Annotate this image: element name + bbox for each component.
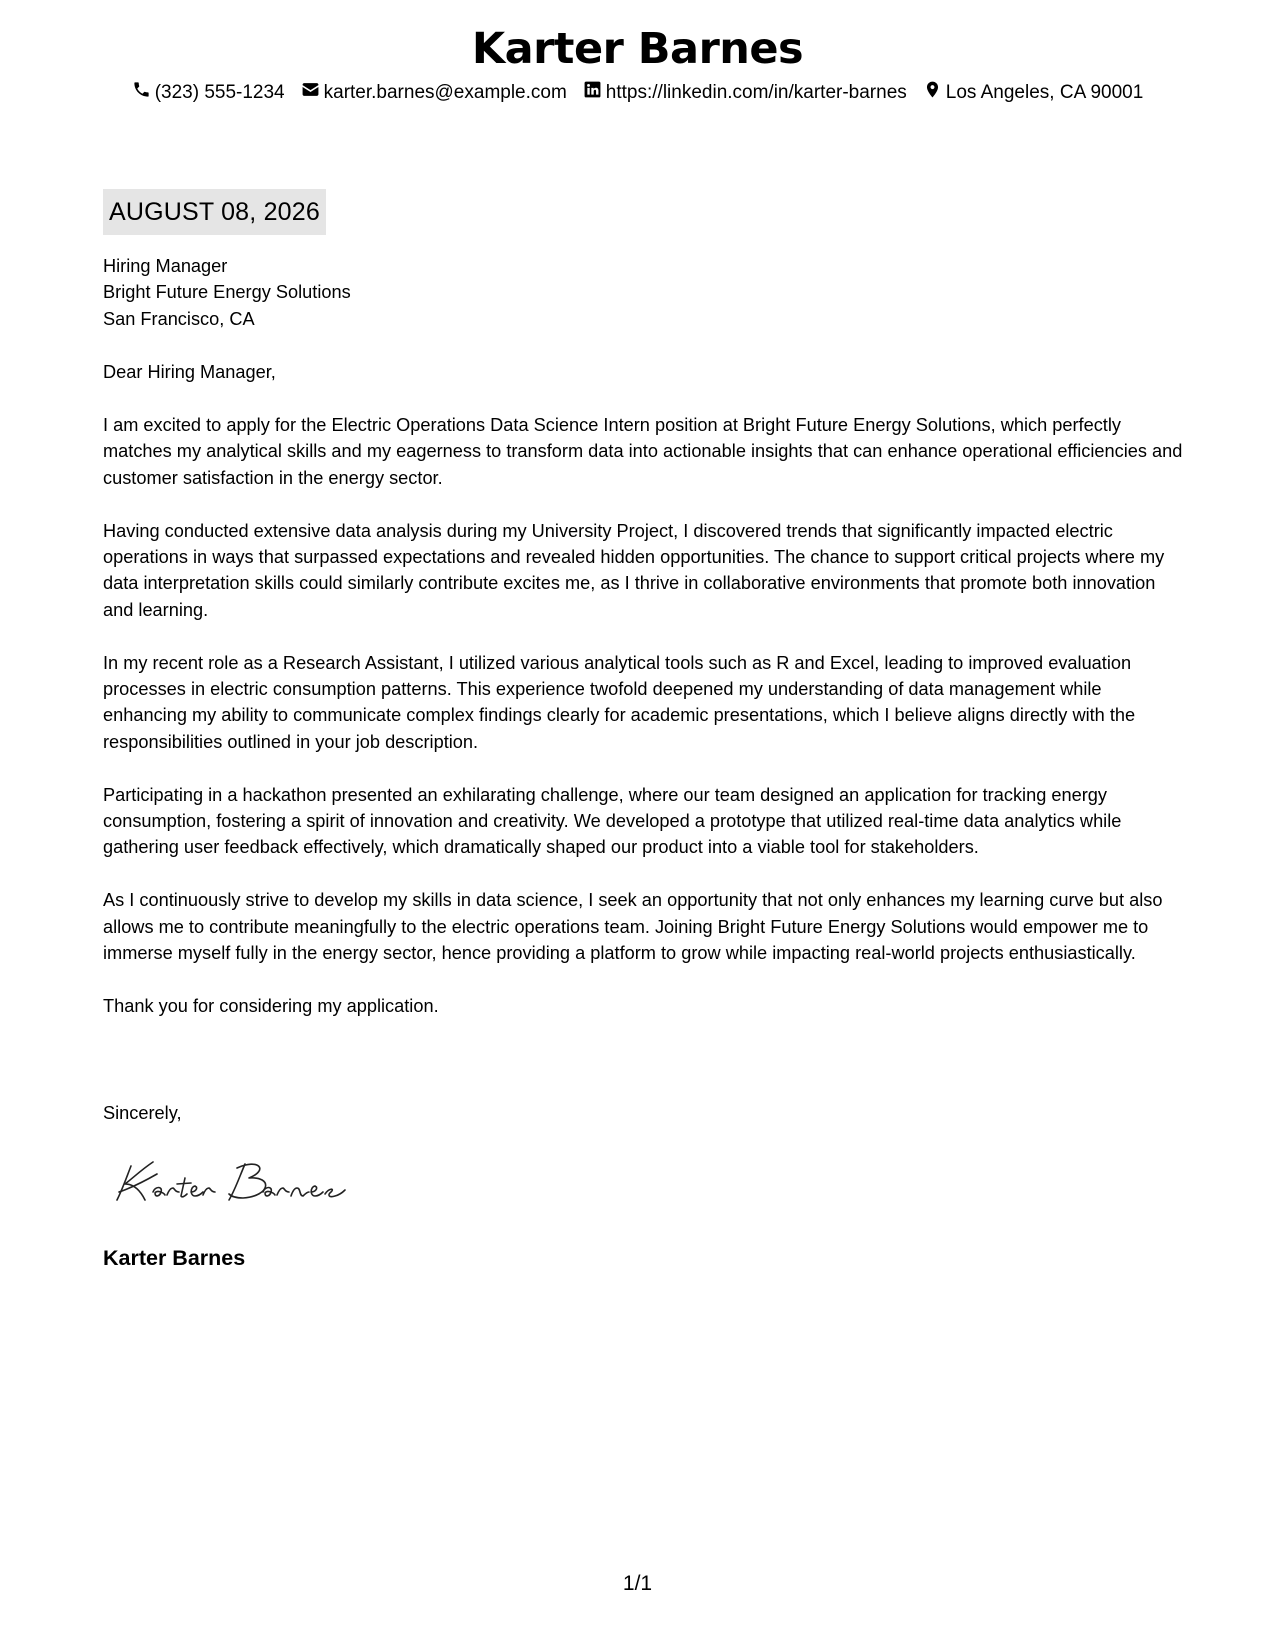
letter-body	[103, 253, 1185, 1019]
paragraph-5: As I continuously strive to develop my skills in data science, I seek an opportunity that not only enhances my learning curve but also allows me to contribute meaningfully to the electric operations team. Joining Bright Future Energy Solutions would empower me to immerse myself fully in the energy sector, hence providing a platform to grow while impacting real-world projects enthusiastically.	[103, 890, 1163, 964]
recipient-title: Hiring Manager	[103, 256, 228, 276]
linkedin-icon	[583, 80, 602, 106]
linkedin-link[interactable]: https://linkedin.com/in/karter-barnes	[605, 82, 907, 103]
contact-bar	[0, 80, 1275, 106]
location-text: Los Angeles, CA 90001	[945, 82, 1144, 103]
contact-linkedin[interactable]	[583, 80, 907, 106]
phone-icon	[132, 80, 151, 106]
recipient-location: San Francisco, CA	[103, 308, 255, 329]
recipient-block	[103, 253, 1185, 332]
letter-date: AUGUST 08, 2026	[103, 189, 326, 235]
applicant-name: Karter Barnes	[471, 24, 804, 74]
paragraph-4: Participating in a hackathon presented an exhilarating challenge, where our team designed an application for tracking energy consumption, fostering a spirit of innovation and creativity. We developed a prototype that utilized real-time data analytics while gathering user feedback effectively, which dramatically shaped our product into a viable tool for stakeholders.	[103, 784, 1122, 858]
contact-email[interactable]	[301, 80, 567, 106]
contact-location	[923, 80, 1144, 106]
contact-phone	[132, 80, 285, 106]
page-number: 1/1	[622, 1572, 653, 1595]
paragraph-2: Having conducted extensive data analysis during my University Project, I discovered trends that significantly impacted electric operations in ways that surpassed expectations and revealed hidden opportunities. The chance to support critical projects where my data interpretation skills could similarly contribute excites me, as I thrive in collaborative environments that promote both innovation and learning.	[103, 520, 1165, 620]
recipient-company: Bright Future Energy Solutions	[103, 282, 351, 303]
email-link[interactable]: karter.barnes@example.com	[323, 82, 567, 103]
map-marker-icon	[923, 80, 942, 106]
closing-line: Sincerely,	[103, 1103, 182, 1123]
greeting: Dear Hiring Manager,	[103, 362, 276, 383]
handwritten-signature	[113, 1148, 353, 1208]
letter-header	[0, 20, 1275, 106]
envelope-icon	[301, 80, 320, 106]
signed-name: Karter Barnes	[103, 1246, 246, 1270]
thank-you-line: Thank you for considering my application.	[103, 995, 439, 1016]
paragraph-1: I am excited to apply for the Electric Operations Data Science Intern position at Bright Future Energy Solutions, which perfectly matches my analytical skills and my eagerness to transform data into actionable insights that can enhance operational efficiencies and customer satisfaction in the energy sector.	[103, 415, 1183, 488]
phone-text: (323) 555-1234	[154, 82, 285, 103]
paragraph-3: In my recent role as a Research Assistant, I utilized various analytical tools such as R and Excel, leading to improved evaluation processes in electric consumption patterns. This experience twofold deepened my understanding of data management while enhancing my ability to communicate complex findings clearly for academic presentations, which I believe aligns directly with the responsibilities outlined in your job description.	[103, 652, 1136, 752]
